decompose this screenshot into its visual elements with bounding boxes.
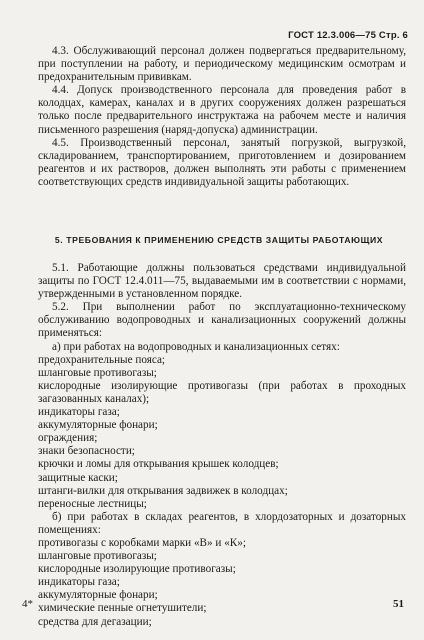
paragraph-5-1: 5.1. Работающие должны пользоваться средствами индивидуальной защиты по ГОСТ 12.4.011—75, выдаваемыми им в соответствии с нормами, утвержденными в установленном порядке. [38,262,406,301]
paragraph-4-3: 4.3. Обслуживающий персонал должен подвергаться предварительному, при поступлении на работу, и периодическому медицинским осмотрам и предохранительным прививкам. [38,45,406,84]
list-b-item: противогазы с коробками марки «В» и «К»; [38,536,246,549]
section-5-title: 5. ТРЕБОВАНИЯ К ПРИМЕНЕНИЮ СРЕДСТВ ЗАЩИТЫ РАБОТАЮЩИХ [54,235,384,245]
list-a-intro: а) при работах на водопроводных и канализационных сетях: [52,340,340,353]
list-a-item: шланговые противогазы; [38,366,157,379]
list-a-item: ограждения; [38,432,98,445]
list-a-item: штанги-вилки для открывания задвижек в колодцах; [38,484,288,497]
paragraph-4-5: 4.5. Производственный персонал, занятый погрузкой, выгрузкой, складированием, транспортированием, приготовлением и дозированием реагентов и их растворов, должен выполнять эти работы с применением соответствующих средств индивидуальной защиты работающих. [38,136,406,188]
list-a-item: знаки безопасности; [38,445,135,458]
paragraph-4-4: 4.4. Допуск производственного персонала для проведения работ в колодцах, камерах, каналах и в других сооружениях должен разрешаться только после предварительного инструктажа на рабочем месте и наличия письменного разрешения (наряд-допуска) администрации. [38,84,406,136]
list-b-item: индикаторы газа; [38,576,120,589]
paragraph-5-2: 5.2. При выполнении работ по эксплуатационно-техническому обслуживанию водопроводных и канализационных сооружений должны применяться: [38,301,406,340]
list-b-item: шланговые противогазы; [38,550,157,563]
list-a-item: предохранительные пояса; [38,353,166,366]
list-a-item: переносные лестницы; [38,497,147,510]
list-b-item: аккумуляторные фонари; [38,589,158,602]
list-a-item: индикаторы газа; [38,406,120,419]
section-text-block [38,262,406,629]
footer-signature-mark: 4* [22,598,33,610]
list-a-item: защитные каски; [38,471,118,484]
list-b-intro: б) при работах в складах реагентов, в хлордозаторных и дозаторных помещениях: [38,510,406,536]
list-a-item: аккумуляторные фонари; [38,419,158,432]
list-a-item: кислородные изолирующие противогазы (при работах в проходных загазованных каналах); [38,379,406,405]
top-text-block [38,45,406,189]
list-b-item: кислородные изолирующие противогазы; [38,563,236,576]
list-b-item: химические пенные огнетушители; [38,602,207,615]
list-b-item: средства для дегазации; [38,615,152,628]
page-number: 51 [393,598,404,610]
page-header: ГОСТ 12.3.006—75 Стр. 6 [288,30,408,41]
list-a-item: крючки и ломы для открывания крышек колодцев; [38,458,279,471]
